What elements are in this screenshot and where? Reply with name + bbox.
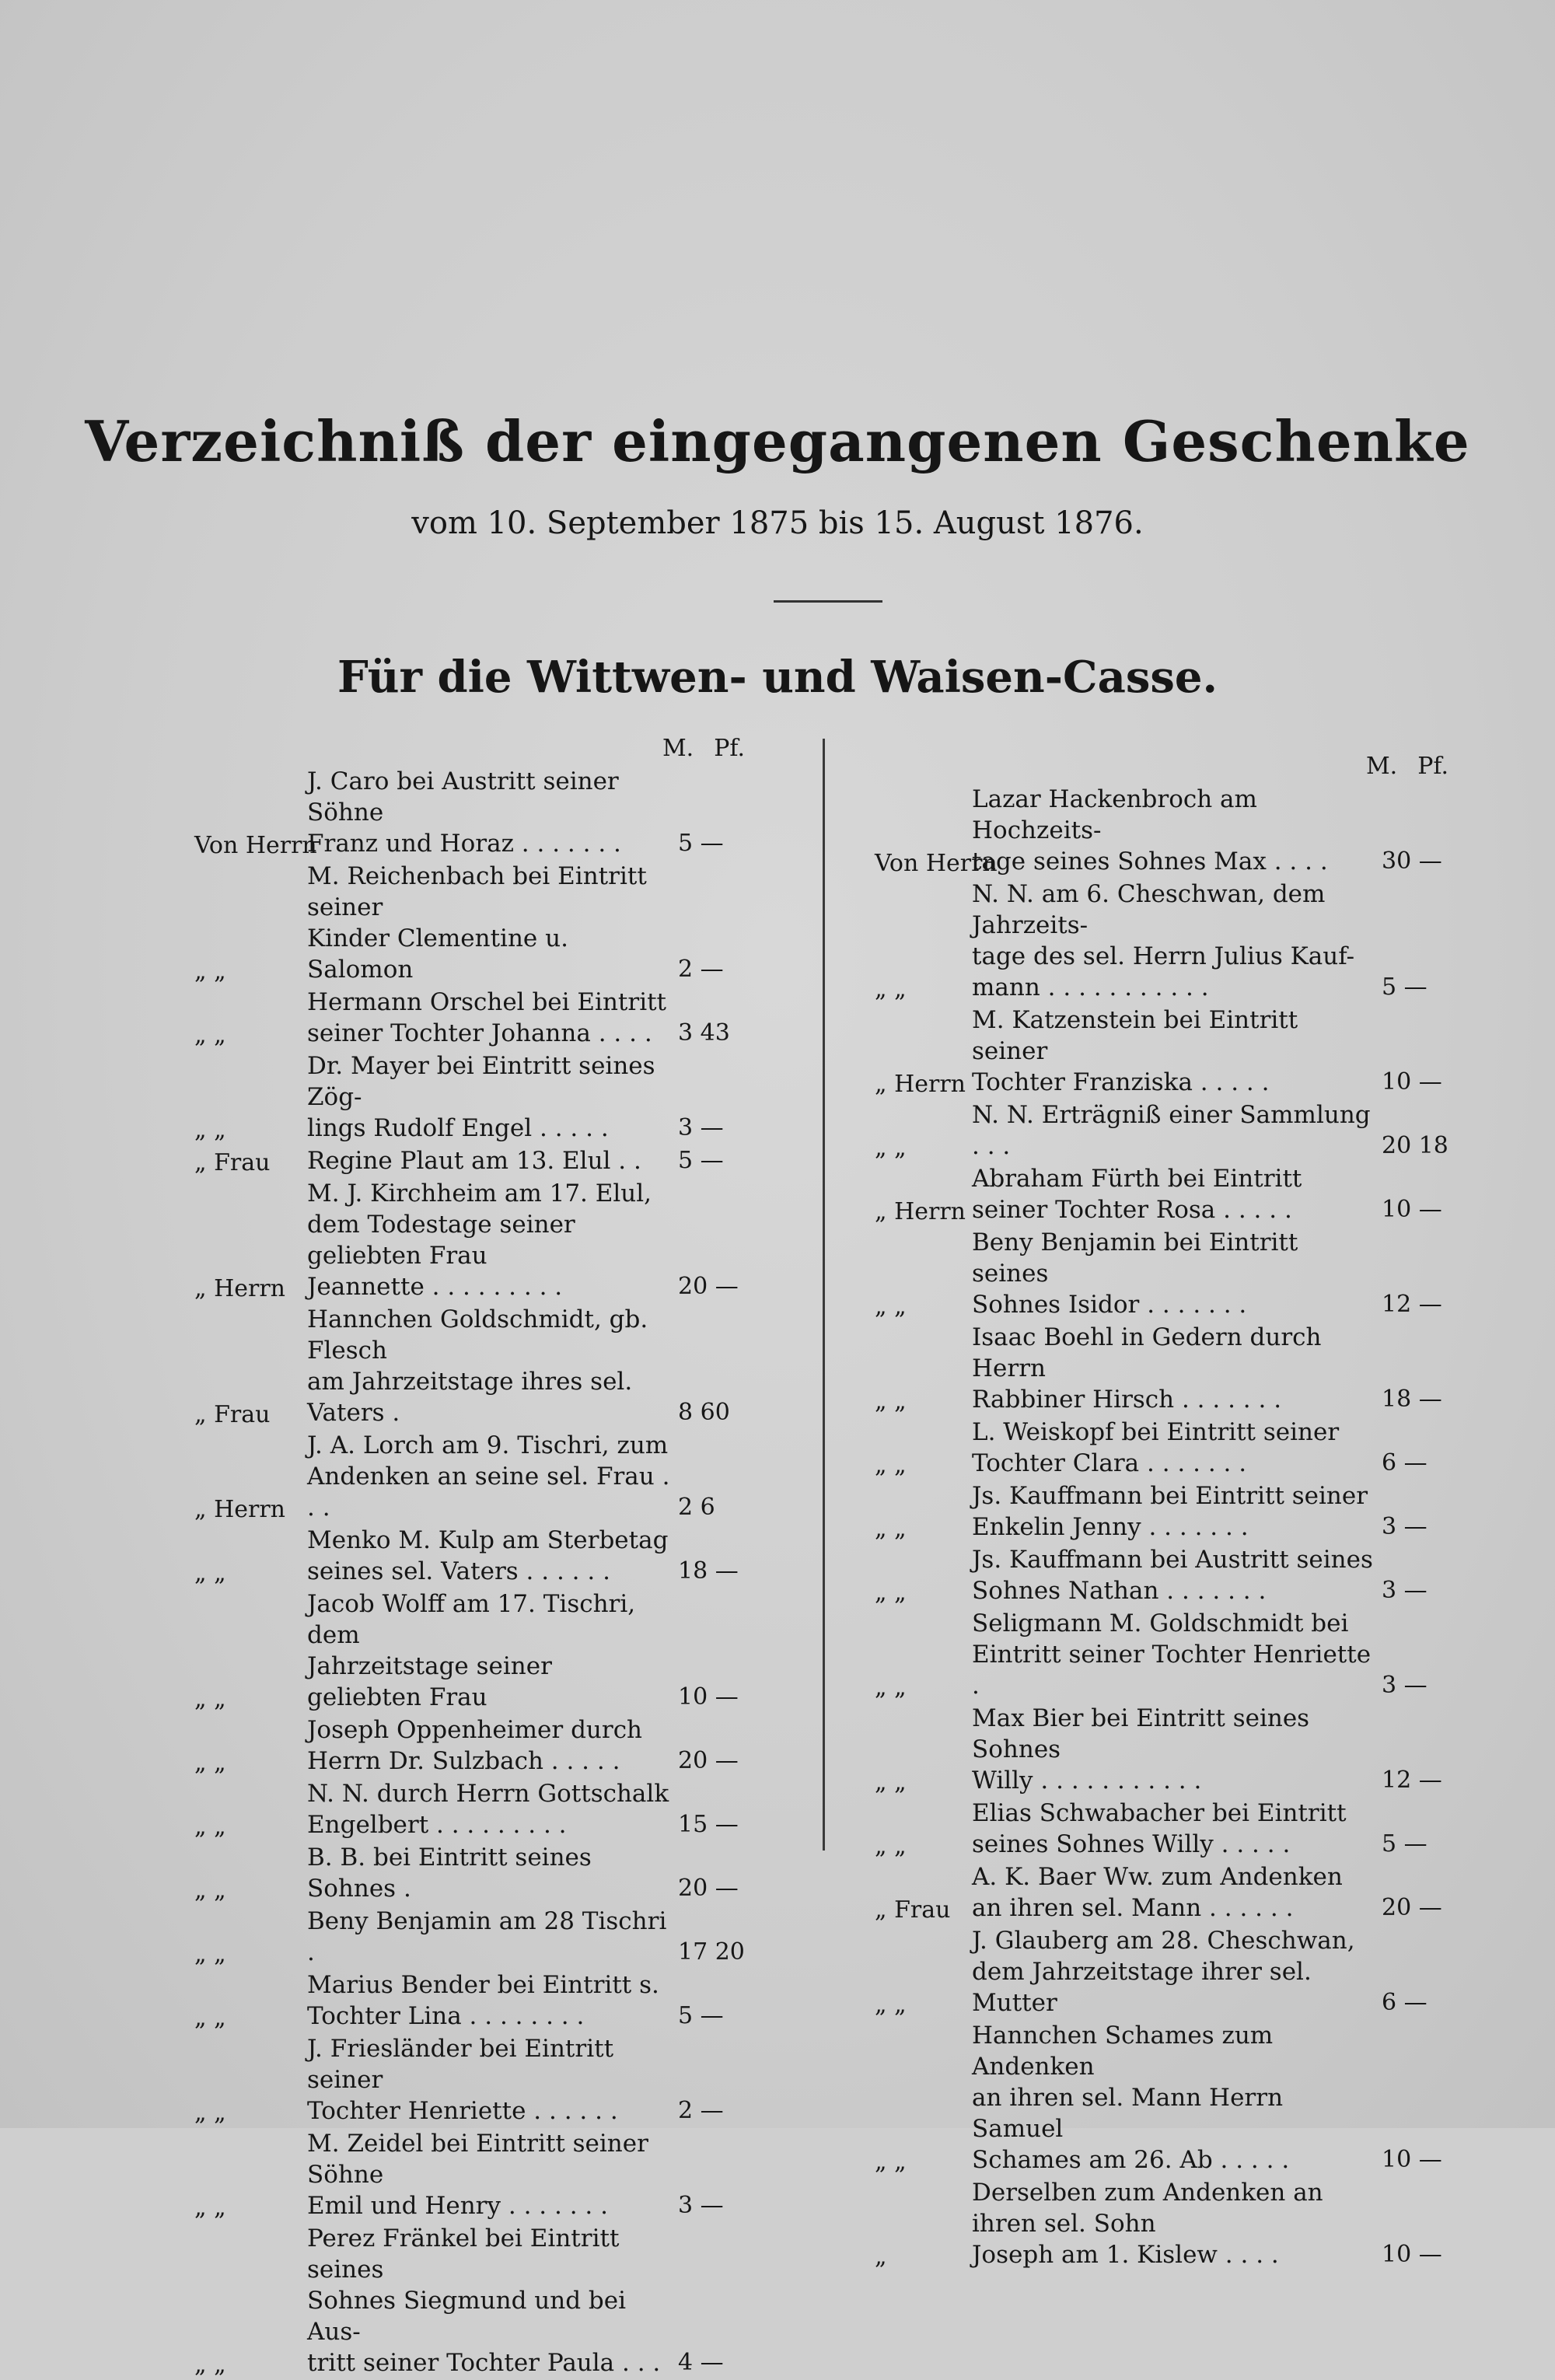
entry-amount: 20 — <box>678 1747 739 1774</box>
entry-amount: 5 — <box>1382 1830 1427 1858</box>
entry-line: Joseph am 1. Kislew . . . . <box>972 2241 1279 2269</box>
entry-line: seiner Tochter Johanna . . . . <box>307 1019 652 1047</box>
entry-line: Tochter Franziska . . . . . <box>972 1068 1270 1096</box>
entry-line: Schames am 26. Ab . . . . . <box>972 2146 1290 2174</box>
entry-text <box>307 1525 672 1587</box>
entry-line: J. Friesländer bei Eintritt seiner <box>307 2035 614 2094</box>
entry-text <box>972 784 1375 877</box>
entry-prefix: „ Frau <box>194 1149 271 1176</box>
entry-prefix: „ „ <box>875 1515 907 1543</box>
entry-line: seines Sohnes Willy . . . . . <box>972 1830 1291 1858</box>
entry-line: Perez Fränkel bei Eintritt seines <box>307 2224 620 2284</box>
entry-line: Herrn Dr. Sulzbach . . . . . <box>307 1747 620 1775</box>
entry-prefix: „ „ <box>875 976 907 1003</box>
entry-text <box>972 1005 1375 1098</box>
entry-prefix: „ „ <box>194 1022 226 1049</box>
entry-prefix: Von Herrn <box>194 832 317 859</box>
entry-text <box>972 1099 1375 1162</box>
entry-text <box>972 2020 1375 2176</box>
entry-line: dem Jahrzeitstage ihrer sel. Mutter <box>972 1958 1312 2017</box>
entry-text <box>307 1430 672 1523</box>
entry-line: N. N. durch Herrn Gottschalk <box>307 1780 669 1808</box>
donation-entry <box>194 1525 762 1587</box>
entry-text <box>307 861 672 985</box>
entry-prefix: „ „ <box>875 1674 907 1701</box>
entry-amount: 10 — <box>1382 1068 1442 1096</box>
entry-prefix: Von Herrn <box>875 850 998 877</box>
page-subtitle: vom 10. September 1875 bis 15. August 1876. <box>411 505 1144 541</box>
pf-header: Pf. <box>1417 753 1448 780</box>
divider-rule <box>774 600 882 603</box>
donation-entry <box>194 1430 762 1523</box>
entry-amount: 2 6 <box>678 1494 715 1521</box>
entry-line: Eintritt seiner Tochter Henriette . <box>972 1641 1372 1700</box>
entry-amount: 10 — <box>1382 1196 1442 1223</box>
donation-entry <box>875 1099 1466 1162</box>
entry-prefix: „ „ <box>194 1686 226 1713</box>
column-header <box>194 735 762 766</box>
entry-amount: 4 — <box>678 2349 724 2376</box>
entry-line: Jahrzeitstage seiner geliebten Frau <box>307 1652 552 1711</box>
entry-prefix: „ „ <box>194 2194 226 2221</box>
mark-header: M. <box>662 735 694 762</box>
donation-entry <box>875 1703 1466 1796</box>
entry-prefix: „ <box>875 2243 887 2270</box>
entry-prefix: „ „ <box>875 1579 907 1606</box>
donation-entry <box>194 861 762 985</box>
entry-text <box>972 2177 1375 2270</box>
entry-amount: 5 — <box>678 2002 724 2029</box>
entry-line: Kinder Clementine u. Salomon <box>307 924 568 984</box>
entry-prefix: „ Herrn <box>875 1198 966 1225</box>
entry-line: Engelbert . . . . . . . . . <box>307 1811 567 1839</box>
pf-header: Pf. <box>714 735 745 762</box>
entry-line: Tochter Clara . . . . . . . <box>972 1449 1247 1477</box>
entry-prefix: „ Frau <box>194 1401 271 1428</box>
entry-line: seines sel. Vaters . . . . . . <box>307 1557 610 1585</box>
entry-line: Sohnes Isidor . . . . . . . <box>972 1291 1247 1319</box>
entry-prefix: „ „ <box>194 2351 226 2378</box>
donation-entry <box>194 2033 762 2127</box>
entry-text <box>972 1417 1375 1479</box>
entry-amount: 18 — <box>678 1557 739 1585</box>
entry-prefix: „ „ <box>194 1877 226 1904</box>
entry-text <box>307 1304 672 1428</box>
donation-entry <box>194 1906 762 1968</box>
entry-text <box>307 1778 672 1840</box>
entry-amount: 10 — <box>678 1683 739 1711</box>
entry-line: mann . . . . . . . . . . . <box>972 973 1209 1001</box>
entry-line: an ihren sel. Mann Herrn Samuel <box>972 2084 1284 2143</box>
entry-text <box>307 1969 672 2032</box>
entry-text <box>972 1480 1375 1543</box>
entry-line: A. K. Baer Ww. zum Andenken <box>972 1863 1343 1891</box>
entry-amount: 3 — <box>1382 1577 1427 1604</box>
entry-line: Willy . . . . . . . . . . . <box>972 1767 1202 1795</box>
entry-line: J. Caro bei Austritt seiner Söhne <box>307 767 619 827</box>
entry-line: Beny Benjamin bei Eintritt seines <box>972 1228 1298 1288</box>
entry-prefix: „ Herrn <box>194 1496 285 1523</box>
donation-entry <box>875 1163 1466 1225</box>
entry-prefix: „ „ <box>875 1452 907 1479</box>
entry-text <box>307 1842 672 1904</box>
donation-entry <box>875 1417 1466 1479</box>
entry-line: M. Zeidel bei Eintritt seiner Söhne <box>307 2130 648 2189</box>
entry-text <box>972 1227 1375 1320</box>
entry-amount: 6 — <box>1382 1989 1427 2016</box>
entry-line: Andenken an seine sel. Frau . . . <box>307 1463 670 1522</box>
entry-amount: 3 — <box>1382 1672 1427 1699</box>
entry-line: M. J. Kirchheim am 17. Elul, <box>307 1180 652 1207</box>
entry-amount: 20 — <box>1382 1894 1442 1921</box>
entry-amount: 20 — <box>678 1875 739 1902</box>
entry-prefix: „ „ <box>875 2148 907 2176</box>
donation-entry <box>875 1005 1466 1098</box>
entry-text <box>307 1714 672 1777</box>
entry-amount: 15 — <box>678 1811 739 1838</box>
entry-prefix: „ „ <box>875 1388 907 1415</box>
entry-line: Marius Bender bei Eintritt s. <box>307 1971 659 1999</box>
entry-text <box>972 1925 1375 2018</box>
entry-amount: 6 — <box>1382 1449 1427 1477</box>
entry-line: Dr. Mayer bei Eintritt seines Zög- <box>307 1052 655 1111</box>
donation-entry <box>875 2020 1466 2176</box>
entry-prefix: „ „ <box>875 1769 907 1796</box>
donation-entry <box>875 1925 1466 2018</box>
entry-text <box>307 766 672 859</box>
entry-line: dem Todestage seiner geliebten Frau <box>307 1211 575 1270</box>
entry-line: L. Weiskopf bei Eintritt seiner <box>972 1418 1340 1446</box>
entry-line: am Jahrzeitstage ihres sel. Vaters . <box>307 1368 633 1427</box>
entry-line: Derselben zum Andenken an ihren sel. Sohn <box>972 2179 1323 2238</box>
entry-line: tage des sel. Herrn Julius Kauf- <box>972 942 1355 970</box>
entry-text <box>972 1798 1375 1860</box>
donation-entry <box>194 1178 762 1302</box>
donation-entry <box>194 2223 762 2378</box>
entry-line: Max Bier bei Eintritt seines Sohnes <box>972 1704 1310 1763</box>
donation-entry <box>194 1969 762 2032</box>
entry-line: Elias Schwabacher bei Eintritt <box>972 1799 1347 1827</box>
entry-prefix: „ Frau <box>875 1896 951 1924</box>
entry-amount: 5 — <box>678 830 724 857</box>
donation-entry <box>875 1322 1466 1415</box>
entry-line: Abraham Fürth bei Eintritt <box>972 1165 1302 1193</box>
donation-entry <box>875 1480 1466 1543</box>
donation-entry <box>194 987 762 1049</box>
entry-text <box>972 1608 1375 1701</box>
entry-line: seiner Tochter Rosa . . . . . <box>972 1196 1292 1224</box>
entry-amount: 8 60 <box>678 1399 730 1426</box>
entry-amount: 2 — <box>678 956 724 983</box>
entry-line: Lazar Hackenbroch am Hochzeits- <box>972 785 1257 844</box>
entry-text <box>972 1163 1375 1225</box>
entry-amount: 5 — <box>678 1147 724 1174</box>
entry-prefix: „ „ <box>194 1117 226 1144</box>
entry-line: Jacob Wolff am 17. Tischri, dem <box>307 1590 636 1649</box>
entry-text <box>307 1050 672 1144</box>
entry-line: Js. Kauffmann bei Eintritt seiner <box>972 1482 1368 1510</box>
entry-prefix: „ „ <box>194 958 226 985</box>
entry-amount: 18 — <box>1382 1386 1442 1413</box>
entry-amount: 20 — <box>678 1273 739 1300</box>
entry-line: Tochter Lina . . . . . . . . <box>307 2002 585 2030</box>
entry-line: Sohnes Nathan . . . . . . . <box>972 1577 1267 1605</box>
donation-entry <box>194 1714 762 1777</box>
entry-prefix: „ „ <box>875 1293 907 1320</box>
donation-entry <box>194 1145 762 1176</box>
entry-amount: 12 — <box>1382 1291 1442 1318</box>
entry-line: an ihren sel. Mann . . . . . . <box>972 1894 1294 1922</box>
entry-line: Rabbiner Hirsch . . . . . . . <box>972 1386 1282 1414</box>
donation-entry <box>194 1304 762 1428</box>
entry-line: Isaac Boehl in Gedern durch Herrn <box>972 1323 1322 1382</box>
donation-entry <box>875 784 1466 877</box>
entry-prefix: „ Herrn <box>875 1071 966 1098</box>
entry-line: Js. Kauffmann bei Austritt seines <box>972 1546 1373 1574</box>
entry-text <box>307 1588 672 1713</box>
donation-entry <box>875 1861 1466 1924</box>
entry-line: Hermann Orschel bei Eintritt <box>307 988 667 1016</box>
mark-header: M. <box>1365 753 1398 780</box>
entry-amount: 3 — <box>678 2192 724 2219</box>
donation-entry <box>194 766 762 859</box>
entry-text <box>972 1322 1375 1415</box>
donation-entry <box>875 1544 1466 1606</box>
entry-text <box>307 1906 672 1968</box>
entry-amount: 30 — <box>1382 848 1442 875</box>
donation-entry <box>194 1050 762 1144</box>
donation-entry <box>875 2177 1466 2270</box>
entry-text <box>307 2128 672 2221</box>
entry-amount: 3 — <box>1382 1513 1427 1540</box>
entry-amount: 10 — <box>1382 2241 1442 2268</box>
entry-text <box>972 1544 1375 1606</box>
entry-amount: 17 20 <box>678 1938 745 1966</box>
entry-prefix: „ „ <box>194 1560 226 1587</box>
entry-text <box>972 879 1375 1003</box>
entry-line: J. Glauberg am 28. Cheschwan, <box>972 1927 1355 1955</box>
entry-amount: 2 — <box>678 2097 724 2124</box>
column-header <box>875 753 1466 784</box>
entry-line: Enkelin Jenny . . . . . . . <box>972 1513 1249 1541</box>
entry-amount: 12 — <box>1382 1767 1442 1794</box>
section-title: Für die Wittwen- und Waisen-Casse. <box>337 652 1218 703</box>
entry-text <box>307 987 672 1049</box>
entry-text <box>307 2223 672 2378</box>
donation-entry <box>194 1588 762 1713</box>
entry-line: Seligmann M. Goldschmidt bei <box>972 1609 1349 1637</box>
entry-line: N. N. Erträgniß einer Sammlung . . . <box>972 1101 1371 1160</box>
entry-line: M. Reichenbach bei Eintritt seiner <box>307 862 647 921</box>
donation-entry <box>875 879 1466 1003</box>
entry-line: N. N. am 6. Cheschwan, dem Jahrzeits- <box>972 880 1326 939</box>
entry-prefix: „ „ <box>194 1813 226 1840</box>
donation-entry <box>875 1608 1466 1701</box>
entry-prefix: „ „ <box>194 2099 226 2127</box>
entry-text <box>307 1145 672 1176</box>
entry-text <box>307 1178 672 1302</box>
donation-entry <box>194 1842 762 1904</box>
entry-prefix: „ „ <box>875 1991 907 2018</box>
entry-line: tritt seiner Tochter Paula . . . <box>307 2349 661 2377</box>
entry-text <box>307 2033 672 2127</box>
donation-entry <box>194 2128 762 2221</box>
entry-prefix: „ Herrn <box>194 1275 285 1302</box>
entry-amount: 3 — <box>678 1114 724 1141</box>
entry-line: tage seines Sohnes Max . . . . <box>972 848 1328 875</box>
entry-line: J. A. Lorch am 9. Tischri, zum <box>307 1431 669 1459</box>
entry-line: Beny Benjamin am 28 Tischri . <box>307 1907 667 1966</box>
entry-line: Hannchen Schames zum Andenken <box>972 2022 1274 2081</box>
entry-line: Franz und Horaz . . . . . . . <box>307 830 621 858</box>
entry-text <box>972 1861 1375 1924</box>
donation-entry <box>875 1227 1466 1320</box>
entry-line: B. B. bei Eintritt seines Sohnes . <box>307 1844 592 1903</box>
page-title: Verzeichniß der eingegangenen Geschenke <box>85 408 1470 474</box>
entry-line: Hannchen Goldschmidt, gb. Flesch <box>307 1305 648 1365</box>
entry-line: Regine Plaut am 13. Elul . . <box>307 1147 641 1175</box>
entry-line: Joseph Oppenheimer durch <box>307 1716 643 1744</box>
column-divider <box>823 739 825 1851</box>
entry-amount: 3 43 <box>678 1019 730 1047</box>
entry-line: M. Katzenstein bei Eintritt seiner <box>972 1006 1298 1065</box>
entry-prefix: „ „ <box>194 1941 226 1968</box>
entry-amount: 20 18 <box>1382 1132 1448 1159</box>
entry-line: Emil und Henry . . . . . . . <box>307 2192 608 2220</box>
entry-line: Jeannette . . . . . . . . . <box>307 1273 563 1301</box>
donation-entry <box>194 1778 762 1840</box>
entry-line: Menko M. Kulp am Sterbetag <box>307 1526 669 1554</box>
entry-text <box>972 1703 1375 1796</box>
entry-line: Tochter Henriette . . . . . . <box>307 2097 618 2125</box>
donation-entry <box>875 1798 1466 1860</box>
entry-line: Sohnes Siegmund und bei Aus- <box>307 2287 627 2346</box>
entry-prefix: „ „ <box>194 1749 226 1777</box>
right-column <box>875 753 1466 2272</box>
entry-line: lings Rudolf Engel . . . . . <box>307 1114 609 1142</box>
entry-prefix: „ „ <box>194 2004 226 2032</box>
entry-prefix: „ „ <box>875 1833 907 1860</box>
entry-amount: 5 — <box>1382 973 1427 1001</box>
entry-prefix: „ „ <box>875 1134 907 1162</box>
entry-amount: 10 — <box>1382 2146 1442 2173</box>
left-column <box>194 735 762 2380</box>
